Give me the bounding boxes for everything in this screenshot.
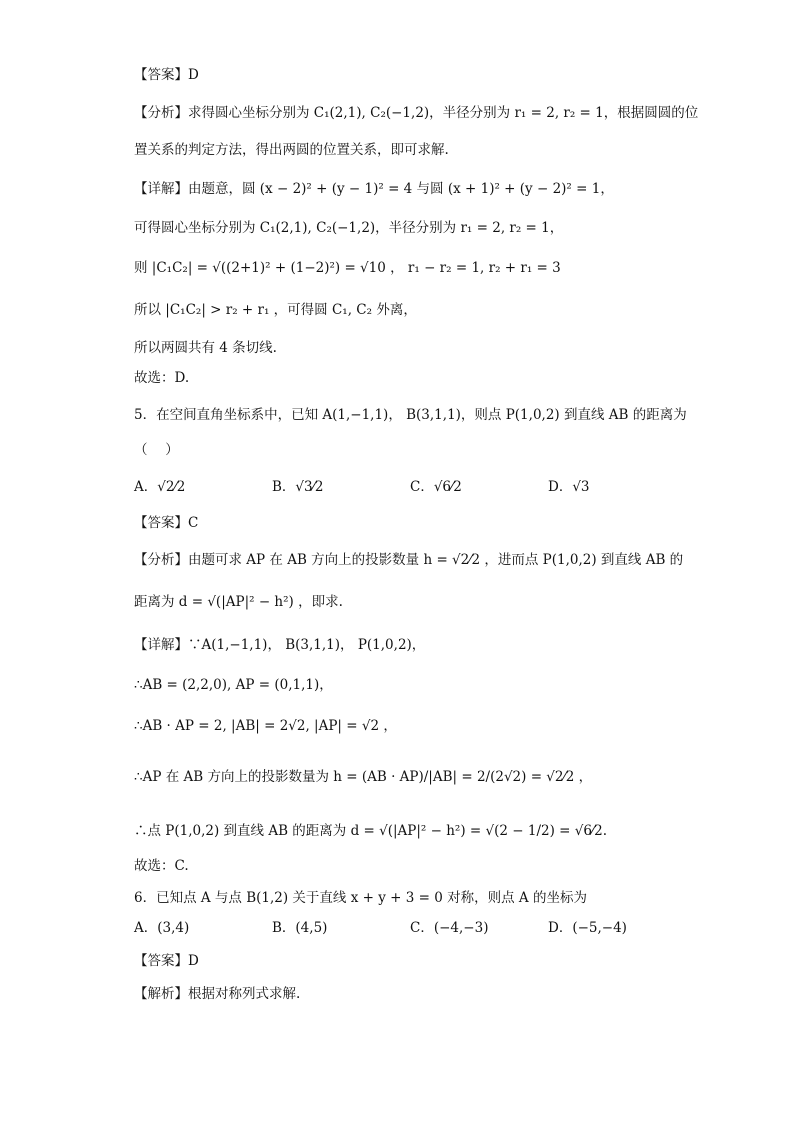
q5-option-a: A．√2⁄2 <box>134 479 186 495</box>
q4-analysis-line-1: 【分析】求得圆心坐标分别为 C₁(2,1), C₂(−1,2)，半径分别为 r₁ = 2, r₂ = 1，根据圆圆的位 <box>134 105 699 121</box>
q5-option-d: D．√3 <box>548 479 590 495</box>
q4-detail-line-5: 所以两圆共有 4 条切线. <box>134 340 277 356</box>
q4-detail-line-2: 可得圆心坐标分别为 C₁(2,1), C₂(−1,2)，半径分别为 r₁ = 2, r₂ = 1， <box>134 220 564 236</box>
q5-analysis-line-1: 【分析】由题可求 AP 在 AB 方向上的投影数量 h = √2⁄2 ，进而点 P(1,0,2) 到直线 AB 的 <box>134 552 684 568</box>
q5-detail-line-3: ∴AB · AP = 2, |AB| = 2√2, |AP| = √2 ， <box>134 718 397 734</box>
q5-answer: 【答案】C <box>134 515 199 531</box>
q6-answer: 【答案】D <box>134 953 199 969</box>
q6-stem: 6．已知点 A 与点 B(1,2) 关于直线 x + y + 3 = 0 对称，则点 A 的坐标为 <box>134 890 587 906</box>
q5-analysis-line-2: 距离为 d = √(|AP|² − h²) ，即求. <box>134 594 343 610</box>
q5-stem-line-2: （ ） <box>134 442 179 458</box>
q6-option-d: D．(−5,−4) <box>548 920 627 936</box>
q5-option-c: C．√6⁄2 <box>410 479 462 495</box>
q6-analysis: 【解析】根据对称列式求解. <box>134 986 301 1002</box>
q4-choice: 故选：D. <box>134 370 190 386</box>
q5-detail-line-1: 【详解】∵A(1,−1,1)， B(3,1,1)， P(1,0,2)， <box>134 637 426 653</box>
q5-detail-line-2: ∴AB = (2,2,0), AP = (0,1,1)， <box>134 677 333 693</box>
q5-stem-line-1: 5．在空间直角坐标系中，已知 A(1,−1,1)， B(3,1,1)，则点 P(1,0,2) 到直线 AB 的距离为 <box>134 407 687 423</box>
q5-detail-line-4: ∴AP 在 AB 方向上的投影数量为 h = (AB · AP)/|AB| = 2/(2√2) = √2⁄2 ， <box>134 769 593 785</box>
q5-detail-line-5: ∴点 P(1,0,2) 到直线 AB 的距离为 d = √(|AP|² − h²) = √(2 − 1/2) = √6⁄2. <box>134 823 608 839</box>
q6-option-b: B．(4,5) <box>272 920 328 936</box>
q4-detail-line-3: 则 |C₁C₂| = √((2+1)² + (1−2)²) = √10 ， r₁ − r₂ = 1, r₂ + r₁ = 3 <box>134 260 561 276</box>
q6-option-c: C．(−4,−3) <box>410 920 489 936</box>
q4-detail-line-4: 所以 |C₁C₂| > r₂ + r₁ ，可得圆 C₁, C₂ 外离， <box>134 302 417 318</box>
q5-option-b: B．√3⁄2 <box>272 479 324 495</box>
q5-choice: 故选：C. <box>134 858 189 874</box>
q4-detail-line-1: 【详解】由题意，圆 (x − 2)² + (y − 1)² = 4 与圆 (x + 1)² + (y − 2)² = 1， <box>134 181 614 197</box>
q4-analysis-line-2: 置关系的判定方法，得出两圆的位置关系，即可求解. <box>134 142 449 158</box>
q4-answer: 【答案】D <box>134 67 199 83</box>
q6-option-a: A．(3,4) <box>134 920 190 936</box>
